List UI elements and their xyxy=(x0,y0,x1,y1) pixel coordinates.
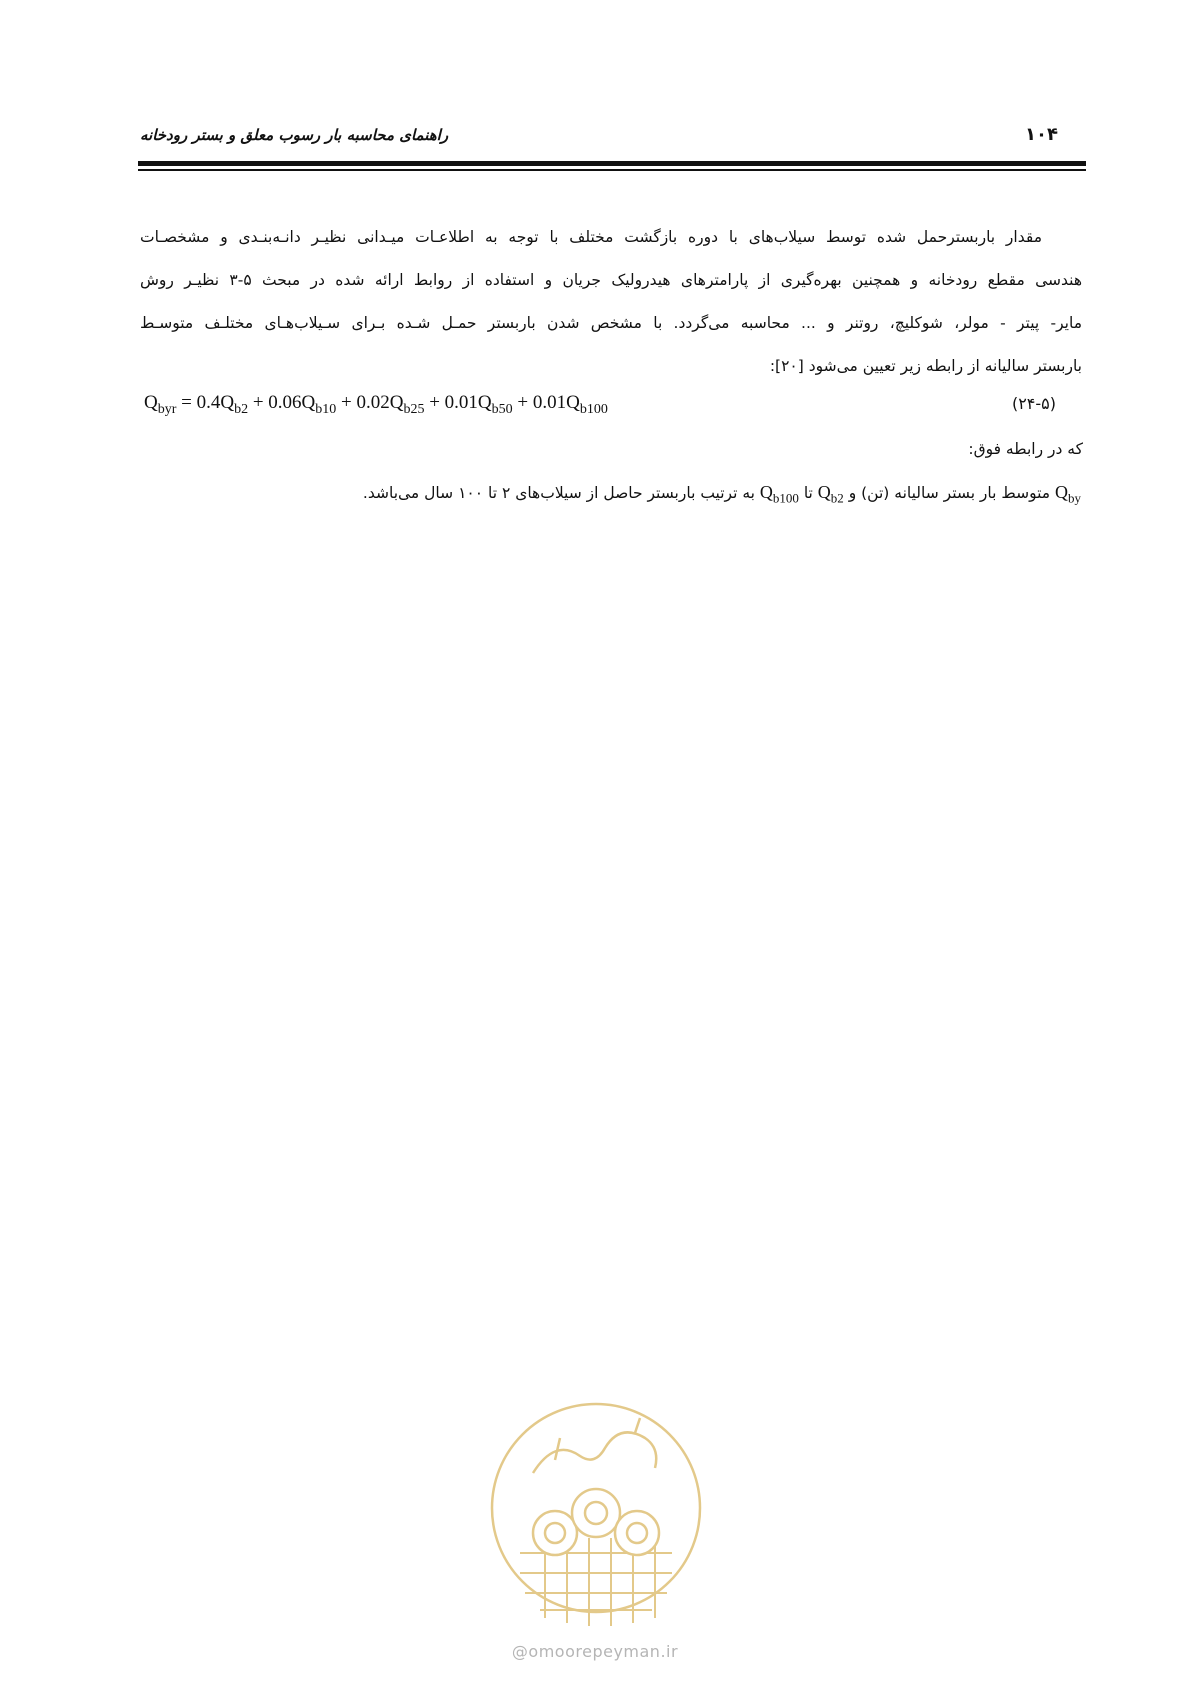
symbol-qb2: $Q_{b2}$ xyxy=(817,482,844,506)
definitions-intro: که در رابطه فوق: xyxy=(968,440,1083,458)
running-title: راهنمای محاسبه بار رسوب معلق و بستر رودخانه xyxy=(140,126,449,144)
header-rule-thin xyxy=(138,169,1086,171)
watermark-caption: @omoorepeyman.ir xyxy=(511,1642,679,1661)
paragraph-line: هندسی مقطع رودخانه و همچنین بهره‌گیری از پارامترهای هیدرولیک جریان و استفاده از روابط ارائه شده در مبحث ۵-۳ نظیـر روش xyxy=(140,271,1082,289)
page-number: ۱۰۴ xyxy=(1025,124,1058,145)
equation-number: (۲۴-۵) xyxy=(1011,394,1056,413)
paragraph-line: مایر- پیتر - مولر، شوکلیچ، روتنر و ... محاسبه می‌گردد. با مشخص شدن باربستر حمـل شـده بـرای سـیلاب‌هـای مختلـف متوسـط xyxy=(140,314,1082,332)
body-paragraph xyxy=(140,216,1082,388)
paragraph-line: مقدار باربسترحمل شده توسط سیلاب‌های با دوره بازگشت مختلف با توجه به اطلاعـات میـدانی نظیـر دانـه‌بنـدی و مشخصـات xyxy=(140,228,1042,246)
header-rule-thick xyxy=(138,161,1086,166)
watermark-seal-icon xyxy=(485,1378,707,1638)
symbol-qby: $Q_{by}$ xyxy=(1055,482,1081,506)
paragraph-line: باربستر سالیانه از رابطه زیر تعیین می‌شود [۲۰]: xyxy=(769,357,1082,375)
symbol-qb100: $Q_{b100}$ xyxy=(759,482,799,506)
definitions-line: $Q_{by}$ متوسط بار بستر سالیانه (تن) و $Q_{b2}$ تا $Q_{b100}$ به ترتیب باربستر حاصل از سیلاب‌های ۲ تا ۱۰۰ سال می‌باشد. xyxy=(362,482,1081,506)
equation-row xyxy=(140,392,1082,422)
equation: $Q_{byr} = 0.4Q_{b2} + 0.06Q_{b10} + 0.02Q_{b25} + 0.01Q_{b50} + 0.01Q_{b100}$ xyxy=(144,392,608,417)
